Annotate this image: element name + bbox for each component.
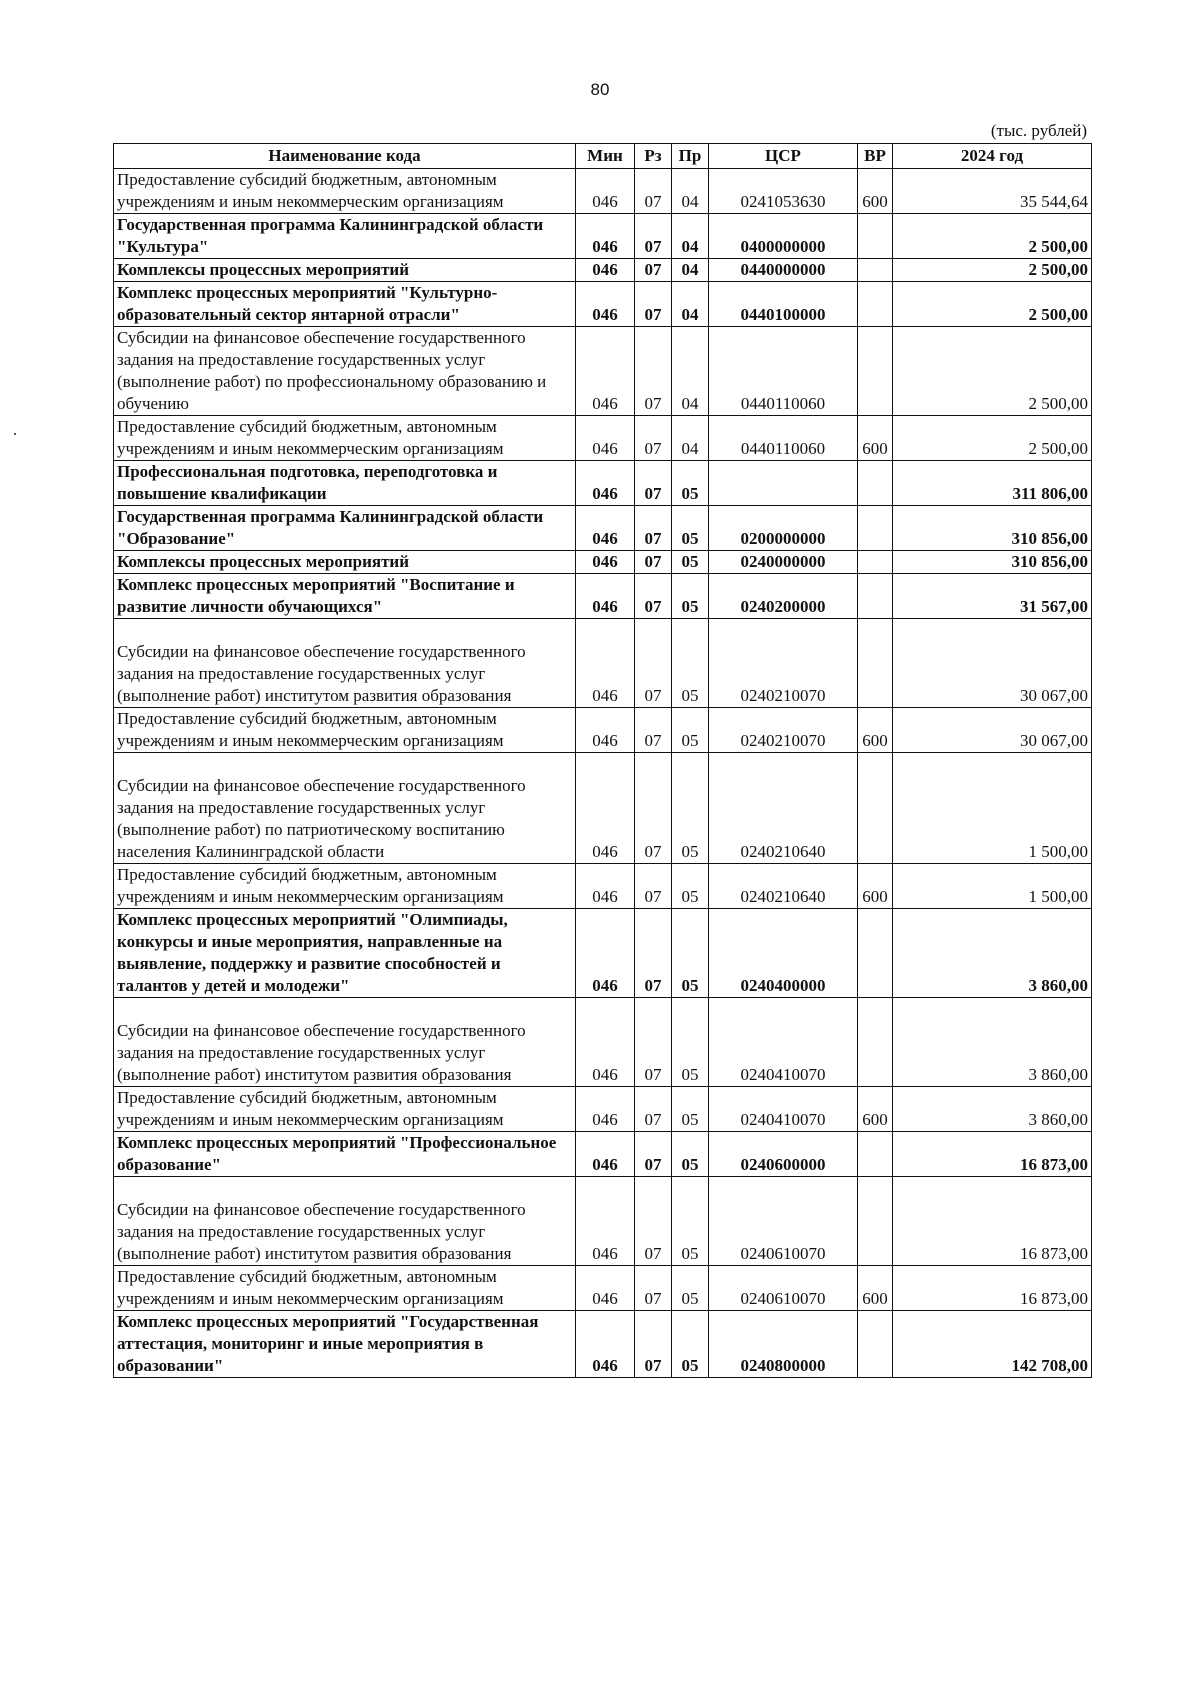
- row-name-text: Предоставление субсидий бюджетным, автономным учреждениям и иным некоммерческим организациям: [117, 1267, 504, 1308]
- row-amount: 3 860,00: [893, 909, 1092, 998]
- row-min: 046: [576, 461, 635, 506]
- row-name-text: Предоставление субсидий бюджетным, автономным учреждениям и иным некоммерческим организациям: [117, 865, 504, 906]
- row-name-text: Субсидии на финансовое обеспечение государственного задания на предоставление государственных услуг (выполнение работ) по профессиональному образованию и обучению: [117, 328, 547, 413]
- row-pr: 05: [672, 708, 709, 753]
- row-csr: 0240610070: [709, 1177, 858, 1266]
- row-rz: 07: [635, 1311, 672, 1378]
- row-rz: 07: [635, 327, 672, 416]
- row-name-text: Комплекс процессных мероприятий "Профессиональное образование": [117, 1133, 557, 1174]
- row-min: 046: [576, 416, 635, 461]
- row-rz: 07: [635, 864, 672, 909]
- row-vr: [858, 1132, 893, 1177]
- row-name-text: Предоставление субсидий бюджетным, автономным учреждениям и иным некоммерческим организациям: [117, 1088, 504, 1129]
- table-row: [114, 214, 1092, 259]
- row-name: [114, 998, 576, 1087]
- row-rz: 07: [635, 214, 672, 259]
- row-amount: 16 873,00: [893, 1266, 1092, 1311]
- units-label: (тыс. рублей): [990, 121, 1087, 140]
- row-pr: 04: [672, 416, 709, 461]
- row-amount: 31 567,00: [893, 574, 1092, 619]
- row-pr: 04: [672, 327, 709, 416]
- row-rz: 07: [635, 282, 672, 327]
- row-amount: 2 500,00: [893, 327, 1092, 416]
- row-name: [114, 1177, 576, 1266]
- budget-table: [113, 143, 1092, 1378]
- table-row: [114, 1132, 1092, 1177]
- row-rz: 07: [635, 909, 672, 998]
- row-name-text: Комплекс процессных мероприятий "Государственная аттестация, мониторинг и иные мероприятия в образовании": [117, 1312, 539, 1375]
- row-name: [114, 214, 576, 259]
- table-row: [114, 506, 1092, 551]
- row-pr: 05: [672, 1311, 709, 1378]
- row-min: 046: [576, 998, 635, 1087]
- row-vr: 600: [858, 1087, 893, 1132]
- row-rz: 07: [635, 574, 672, 619]
- row-name-text: Предоставление субсидий бюджетным, автономным учреждениям и иным некоммерческим организациям: [117, 709, 504, 750]
- row-amount: 1 500,00: [893, 864, 1092, 909]
- row-amount: 1 500,00: [893, 753, 1092, 864]
- row-csr: [709, 461, 858, 506]
- row-csr: 0240400000: [709, 909, 858, 998]
- row-min: 046: [576, 1177, 635, 1266]
- row-csr: 0240410070: [709, 998, 858, 1087]
- row-name: [114, 327, 576, 416]
- table-row: [114, 1266, 1092, 1311]
- row-amount: 2 500,00: [893, 416, 1092, 461]
- row-amount: 3 860,00: [893, 998, 1092, 1087]
- row-amount: 3 860,00: [893, 1087, 1092, 1132]
- row-pr: 05: [672, 909, 709, 998]
- table-row: [114, 909, 1092, 998]
- table-row: [114, 169, 1092, 214]
- row-name: [114, 708, 576, 753]
- row-name: [114, 1311, 576, 1378]
- row-min: 046: [576, 753, 635, 864]
- row-csr: 0240000000: [709, 551, 858, 574]
- row-rz: 07: [635, 1132, 672, 1177]
- row-rz: 07: [635, 551, 672, 574]
- row-rz: 07: [635, 1087, 672, 1132]
- row-name: [114, 169, 576, 214]
- row-rz: 07: [635, 259, 672, 282]
- row-pr: 05: [672, 998, 709, 1087]
- column-header-amount: 2024 год: [893, 144, 1092, 169]
- table-row: [114, 416, 1092, 461]
- table-row: [114, 574, 1092, 619]
- row-csr: 0240210640: [709, 864, 858, 909]
- row-csr: 0200000000: [709, 506, 858, 551]
- row-name-text: Профессиональная подготовка, переподготовка и повышение квалификации: [117, 462, 498, 503]
- row-rz: 07: [635, 998, 672, 1087]
- row-amount: 142 708,00: [893, 1311, 1092, 1378]
- row-min: 046: [576, 259, 635, 282]
- scan-speck: [14, 433, 16, 435]
- row-min: 046: [576, 214, 635, 259]
- row-min: 046: [576, 909, 635, 998]
- row-name: [114, 909, 576, 998]
- table-row: [114, 753, 1092, 864]
- row-pr: 05: [672, 619, 709, 708]
- row-min: 046: [576, 1132, 635, 1177]
- row-amount: 2 500,00: [893, 214, 1092, 259]
- row-amount: 310 856,00: [893, 551, 1092, 574]
- column-header-rz: Рз: [635, 144, 672, 169]
- table-row: [114, 282, 1092, 327]
- row-csr: 0240210070: [709, 708, 858, 753]
- row-vr: 600: [858, 708, 893, 753]
- row-pr: 05: [672, 1266, 709, 1311]
- row-name-text: Комплексы процессных мероприятий: [117, 260, 410, 279]
- row-csr: 0240210640: [709, 753, 858, 864]
- table-row: [114, 461, 1092, 506]
- table-row: [114, 327, 1092, 416]
- row-pr: 04: [672, 214, 709, 259]
- table-row: [114, 1177, 1092, 1266]
- row-rz: 07: [635, 619, 672, 708]
- table-row: [114, 864, 1092, 909]
- row-name-text: Государственная программа Калининградской области "Образование": [117, 507, 544, 548]
- row-csr: 0400000000: [709, 214, 858, 259]
- row-name: [114, 574, 576, 619]
- table-header-row: [114, 144, 1092, 169]
- row-min: 046: [576, 708, 635, 753]
- row-rz: 07: [635, 1177, 672, 1266]
- row-vr: 600: [858, 1266, 893, 1311]
- row-pr: 04: [672, 259, 709, 282]
- row-pr: 05: [672, 574, 709, 619]
- row-name: [114, 864, 576, 909]
- row-name-text: Комплекс процессных мероприятий "Олимпиады, конкурсы и иные мероприятия, направленные на выявление, поддержку и развитие способностей и талантов у детей и молодежи": [117, 910, 508, 995]
- table-body: [114, 169, 1092, 1378]
- row-rz: 07: [635, 506, 672, 551]
- row-amount: 310 856,00: [893, 506, 1092, 551]
- row-name: [114, 1132, 576, 1177]
- row-amount: 16 873,00: [893, 1177, 1092, 1266]
- row-rz: 07: [635, 708, 672, 753]
- row-name-text: Субсидии на финансовое обеспечение государственного задания на предоставление государственных услуг (выполнение работ) институтом развития образования: [117, 1200, 526, 1263]
- row-min: 046: [576, 619, 635, 708]
- row-pr: 05: [672, 864, 709, 909]
- row-csr: 0240610070: [709, 1266, 858, 1311]
- row-min: 046: [576, 282, 635, 327]
- row-rz: 07: [635, 461, 672, 506]
- row-name: [114, 753, 576, 864]
- row-amount: 35 544,64: [893, 169, 1092, 214]
- row-vr: [858, 551, 893, 574]
- row-amount: 16 873,00: [893, 1132, 1092, 1177]
- row-vr: [858, 282, 893, 327]
- row-pr: 05: [672, 461, 709, 506]
- row-pr: 05: [672, 551, 709, 574]
- row-vr: [858, 753, 893, 864]
- row-vr: 600: [858, 416, 893, 461]
- row-csr: 0241053630: [709, 169, 858, 214]
- row-pr: 05: [672, 506, 709, 551]
- row-name-text: Субсидии на финансовое обеспечение государственного задания на предоставление государственных услуг (выполнение работ) институтом развития образования: [117, 1021, 526, 1084]
- row-rz: 07: [635, 169, 672, 214]
- column-header-csr: ЦСР: [709, 144, 858, 169]
- row-amount: 2 500,00: [893, 259, 1092, 282]
- row-vr: 600: [858, 169, 893, 214]
- column-header-name: Наименование кода: [114, 144, 576, 169]
- row-csr: 0240800000: [709, 1311, 858, 1378]
- row-amount: 311 806,00: [893, 461, 1092, 506]
- row-vr: [858, 259, 893, 282]
- row-name: [114, 619, 576, 708]
- row-rz: 07: [635, 1266, 672, 1311]
- row-min: 046: [576, 1311, 635, 1378]
- row-name-text: Предоставление субсидий бюджетным, автономным учреждениям и иным некоммерческим организациям: [117, 417, 504, 458]
- row-vr: [858, 1177, 893, 1266]
- row-csr: 0440110060: [709, 327, 858, 416]
- row-name: [114, 551, 576, 574]
- table-row: [114, 708, 1092, 753]
- row-pr: 05: [672, 1177, 709, 1266]
- row-vr: [858, 574, 893, 619]
- row-vr: [858, 327, 893, 416]
- row-amount: 30 067,00: [893, 708, 1092, 753]
- row-vr: [858, 461, 893, 506]
- column-header-vr: ВР: [858, 144, 893, 169]
- page-number: 80: [590, 80, 610, 99]
- row-name: [114, 461, 576, 506]
- row-amount: 2 500,00: [893, 282, 1092, 327]
- row-name: [114, 282, 576, 327]
- row-min: 046: [576, 169, 635, 214]
- row-name: [114, 1087, 576, 1132]
- row-csr: 0240600000: [709, 1132, 858, 1177]
- table-row: [114, 259, 1092, 282]
- table-row: [114, 619, 1092, 708]
- row-name-text: Предоставление субсидий бюджетным, автономным учреждениям и иным некоммерческим организациям: [117, 170, 504, 211]
- table-row: [114, 1087, 1092, 1132]
- row-name: [114, 416, 576, 461]
- row-csr: 0440110060: [709, 416, 858, 461]
- row-name-text: Субсидии на финансовое обеспечение государственного задания на предоставление государственных услуг (выполнение работ) по патриотическому воспитанию населения Калининградской области: [117, 776, 526, 861]
- table-row: [114, 1311, 1092, 1378]
- row-min: 046: [576, 1266, 635, 1311]
- row-csr: 0240410070: [709, 1087, 858, 1132]
- row-pr: 05: [672, 1132, 709, 1177]
- row-min: 046: [576, 551, 635, 574]
- row-vr: [858, 1311, 893, 1378]
- row-min: 046: [576, 574, 635, 619]
- column-header-pr: Пр: [672, 144, 709, 169]
- row-vr: [858, 506, 893, 551]
- table-row: [114, 998, 1092, 1087]
- row-name-text: Комплексы процессных мероприятий: [117, 552, 410, 571]
- row-name-text: Государственная программа Калининградской области "Культура": [117, 215, 544, 256]
- row-pr: 04: [672, 169, 709, 214]
- table-row: [114, 551, 1092, 574]
- row-rz: 07: [635, 416, 672, 461]
- row-pr: 04: [672, 282, 709, 327]
- row-name-text: Комплекс процессных мероприятий "Воспитание и развитие личности обучающихся": [117, 575, 515, 616]
- row-csr: 0440000000: [709, 259, 858, 282]
- row-amount: 30 067,00: [893, 619, 1092, 708]
- row-csr: 0440100000: [709, 282, 858, 327]
- row-vr: [858, 909, 893, 998]
- row-vr: [858, 214, 893, 259]
- row-min: 046: [576, 1087, 635, 1132]
- column-header-min: Мин: [576, 144, 635, 169]
- row-vr: [858, 998, 893, 1087]
- row-pr: 05: [672, 1087, 709, 1132]
- row-csr: 0240210070: [709, 619, 858, 708]
- row-name-text: Субсидии на финансовое обеспечение государственного задания на предоставление государственных услуг (выполнение работ) институтом развития образования: [117, 642, 526, 705]
- row-name: [114, 259, 576, 282]
- row-rz: 07: [635, 753, 672, 864]
- row-min: 046: [576, 864, 635, 909]
- row-vr: [858, 619, 893, 708]
- row-name-text: Комплекс процессных мероприятий "Культурно-образовательный сектор янтарной отрасли": [117, 283, 498, 324]
- row-csr: 0240200000: [709, 574, 858, 619]
- row-pr: 05: [672, 753, 709, 864]
- row-name: [114, 1266, 576, 1311]
- row-min: 046: [576, 506, 635, 551]
- row-min: 046: [576, 327, 635, 416]
- row-vr: 600: [858, 864, 893, 909]
- row-name: [114, 506, 576, 551]
